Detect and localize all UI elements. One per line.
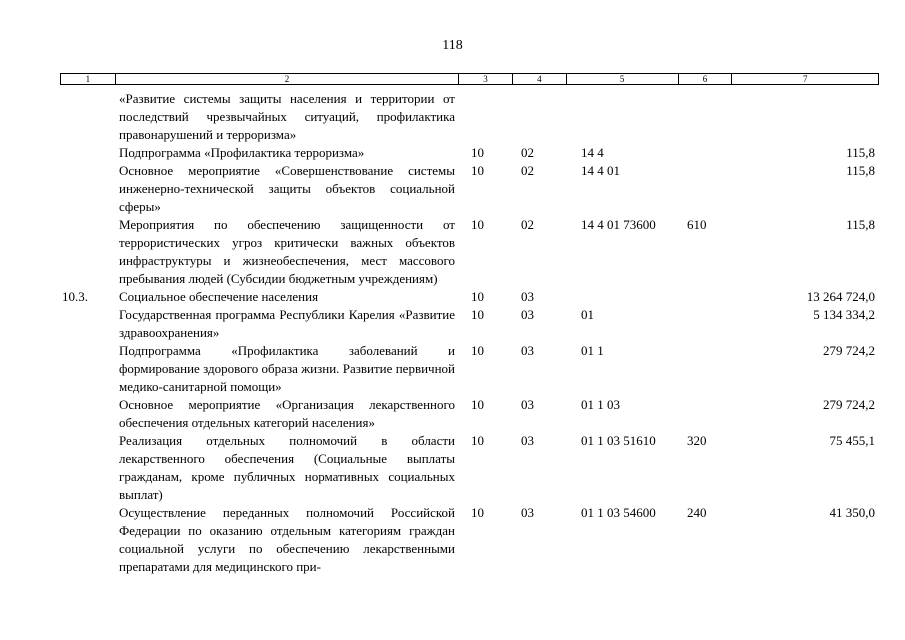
- table-body: [60, 90, 879, 576]
- row-target-code: 14 4 01: [581, 163, 620, 178]
- row-subsection: 03: [521, 397, 534, 412]
- row-amount: 75 455,1: [829, 433, 875, 448]
- row-number: 10.3.: [62, 289, 88, 304]
- table-row: [60, 396, 879, 432]
- table-row: [60, 306, 879, 342]
- row-amount: 41 350,0: [829, 505, 875, 520]
- table-row: [60, 162, 879, 216]
- table-row: [60, 144, 879, 162]
- column-header-3: 3: [459, 74, 513, 84]
- table-header: [60, 73, 879, 85]
- row-section: 10: [471, 145, 484, 160]
- table-row: [60, 342, 879, 396]
- row-target-code: 14 4 01 73600: [581, 217, 656, 232]
- column-header-7: 7: [802, 74, 808, 84]
- row-amount: 115,8: [846, 217, 875, 232]
- row-name: Государственная программа Республики Карелия «Развитие здравоохранения»: [119, 307, 455, 340]
- row-target-code: 01 1 03: [581, 397, 620, 412]
- row-subsection: 03: [521, 505, 534, 520]
- row-target-code: 14 4: [581, 145, 604, 160]
- row-subsection: 02: [521, 145, 534, 160]
- row-target-code: 01: [581, 307, 594, 322]
- row-amount: 279 724,2: [823, 343, 875, 358]
- row-amount: 5 134 334,2: [813, 307, 875, 322]
- row-section: 10: [471, 505, 484, 520]
- column-header-6: 6: [679, 74, 733, 84]
- row-subsection: 03: [521, 433, 534, 448]
- row-expense-type: 320: [687, 433, 707, 448]
- row-name: Социальное обеспечение населения: [119, 289, 319, 304]
- row-name: Основное мероприятие «Совершенствование системы инженерно-технической защиты объектов социальной сферы»: [119, 163, 455, 214]
- row-target-code: 01 1: [581, 343, 604, 358]
- column-header-1: 1: [61, 74, 116, 84]
- row-section: 10: [471, 217, 484, 232]
- row-section: 10: [471, 343, 484, 358]
- table-row: [60, 216, 879, 288]
- row-subsection: 02: [521, 217, 534, 232]
- row-subsection: 03: [521, 343, 534, 358]
- row-target-code: 01 1 03 54600: [581, 505, 656, 520]
- column-header-4: 4: [513, 74, 567, 84]
- row-expense-type: 240: [687, 505, 707, 520]
- row-section: 10: [471, 163, 484, 178]
- row-amount: 279 724,2: [823, 397, 875, 412]
- row-target-code: 01 1 03 51610: [581, 433, 656, 448]
- row-name: «Развитие системы защиты населения и территории от последствий чрезвычайных ситуаций, профилактика правонарушений и терроризма»: [119, 91, 455, 142]
- row-section: 10: [471, 433, 484, 448]
- row-section: 10: [471, 289, 484, 304]
- row-subsection: 02: [521, 163, 534, 178]
- row-name: Основное мероприятие «Организация лекарственного обеспечения отдельных категорий населения»: [119, 397, 455, 430]
- page-number: 118: [442, 38, 463, 53]
- row-section: 10: [471, 307, 484, 322]
- table-row: [60, 288, 879, 306]
- row-name: Реализация отдельных полномочий в области лекарственного обеспечения (Социальные выплаты гражданам, кроме публичных нормативных социальных выплат): [119, 433, 455, 502]
- row-name: Осуществление переданных полномочий Российской Федерации по оказанию отдельным категориям граждан социальной услуги по обеспечению лекарственными препаратами для медицинского при-: [119, 505, 455, 574]
- row-amount: 115,8: [846, 145, 875, 160]
- row-amount: 13 264 724,0: [806, 289, 875, 304]
- table-row: [60, 504, 879, 576]
- row-subsection: 03: [521, 289, 534, 304]
- row-name: Мероприятия по обеспечению защищенности от террористических угроз критически важных объектов инфраструктуры и жизнеобеспечения, мест массового пребывания людей (Субсидии бюджетным учреждениям): [119, 217, 455, 286]
- table-row: [60, 90, 879, 144]
- row-amount: 115,8: [846, 163, 875, 178]
- column-header-5: 5: [567, 74, 679, 84]
- row-name: Подпрограмма «Профилактика терроризма»: [119, 145, 365, 160]
- table-row: [60, 432, 879, 504]
- row-subsection: 03: [521, 307, 534, 322]
- row-section: 10: [471, 397, 484, 412]
- column-header-2: 2: [116, 74, 459, 84]
- row-name: Подпрограмма «Профилактика заболеваний и формирование здорового образа жизни. Развитие первичной медико-санитарной помощи»: [119, 343, 455, 394]
- row-expense-type: 610: [687, 217, 707, 232]
